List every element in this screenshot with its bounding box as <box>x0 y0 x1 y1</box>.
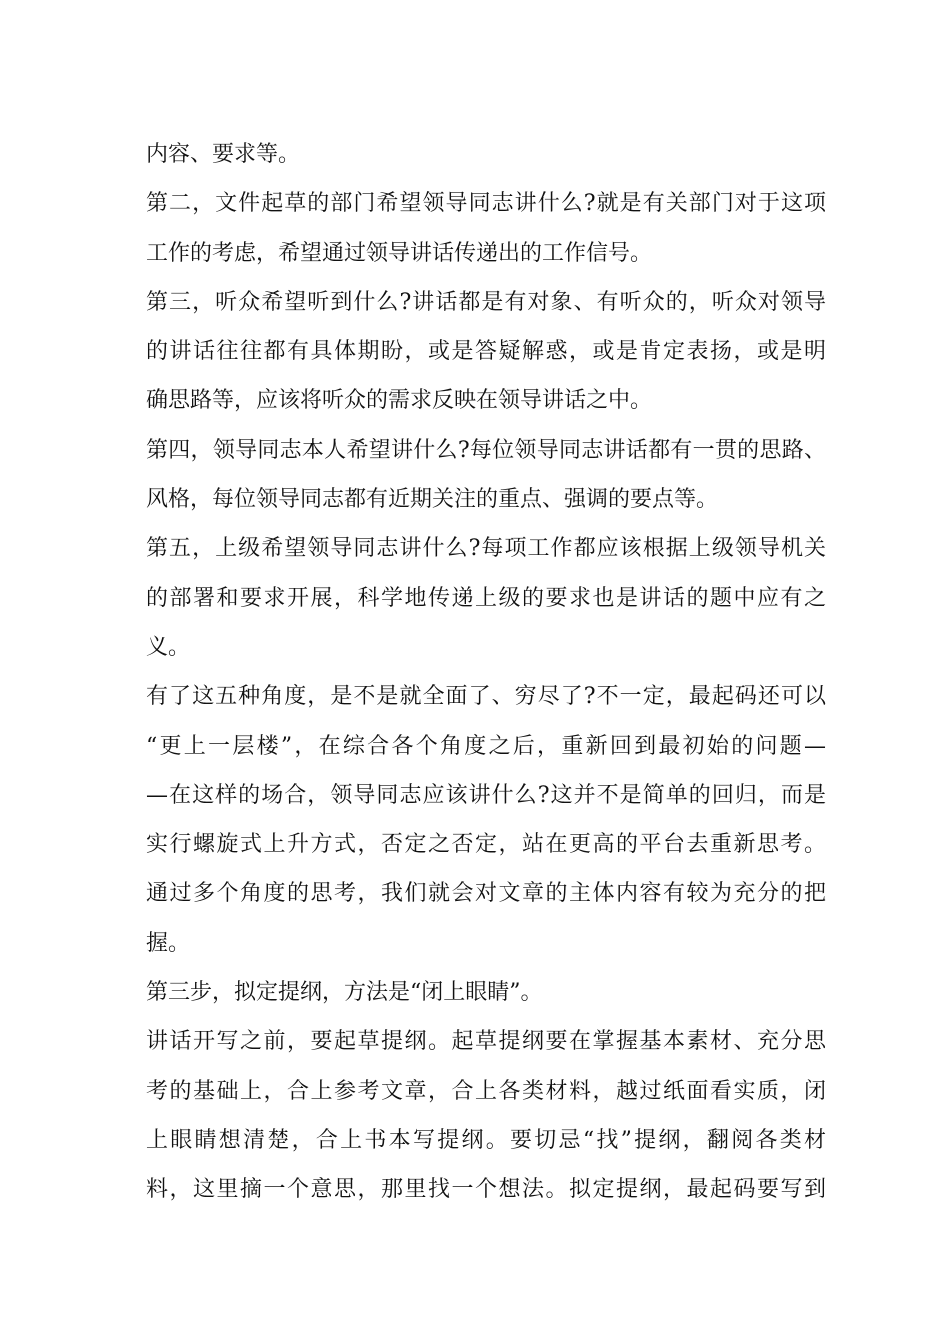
text-line-21: 上眼睛想清楚，合上书本写提纲。要切忌“找”提纲，翻阅各类材 <box>146 1127 826 1153</box>
text-line-19: 讲话开写之前，要起草提纲。起草提纲要在掌握基本素材、充分思 <box>146 1029 826 1055</box>
text-line-3: 工作的考虑，希望通过领导讲话传递出的工作信号。 <box>146 240 653 266</box>
text-line-20: 考的基础上，合上参考文章，合上各类材料，越过纸面看实质，闭 <box>146 1078 826 1104</box>
text-line-5: 的讲话往往都有具体期盼，或是答疑解惑，或是肯定表扬，或是明 <box>146 339 826 365</box>
text-line-12: 有了这五种角度，是不是就全面了、穷尽了?不一定，最起码还可以 <box>146 684 826 710</box>
text-line-16: 通过多个角度的思考，我们就会对文章的主体内容有较为充分的把 <box>146 881 826 907</box>
text-line-8: 风格，每位领导同志都有近期关注的重点、强调的要点等。 <box>146 487 719 513</box>
text-line-1: 内容、要求等。 <box>146 142 301 167</box>
text-line-14: —在这样的场合，领导同志应该讲什么?这并不是简单的回归，而是 <box>146 782 826 808</box>
text-line-9: 第五，上级希望领导同志讲什么?每项工作都应该根据上级领导机关 <box>146 536 826 562</box>
text-line-2: 第二，文件起草的部门希望领导同志讲什么?就是有关部门对于这项 <box>146 191 826 217</box>
text-line-18: 第三步，拟定提纲，方法是“闭上眼睛”。 <box>146 980 543 1006</box>
text-line-22: 料，这里摘一个意思，那里找一个想法。拟定提纲，最起码要写到 <box>146 1177 826 1203</box>
text-line-7: 第四，领导同志本人希望讲什么?每位领导同志讲话都有一贯的思路、 <box>146 437 826 463</box>
text-line-4: 第三，听众希望听到什么?讲话都是有对象、有听众的，听众对领导 <box>146 289 826 315</box>
text-line-11: 义。 <box>146 634 191 660</box>
text-line-10: 的部署和要求开展，科学地传递上级的要求也是讲话的题中应有之 <box>146 585 826 611</box>
text-line-17: 握。 <box>146 930 191 956</box>
text-line-15: 实行螺旋式上升方式，否定之否定，站在更高的平台去重新思考。 <box>146 832 826 858</box>
text-line-13: “更上一层楼”，在综合各个角度之后，重新回到最初始的问题— <box>146 733 826 759</box>
body-text <box>146 130 826 1215</box>
text-line-6: 确思路等，应该将听众的需求反映在领导讲话之中。 <box>146 388 653 414</box>
